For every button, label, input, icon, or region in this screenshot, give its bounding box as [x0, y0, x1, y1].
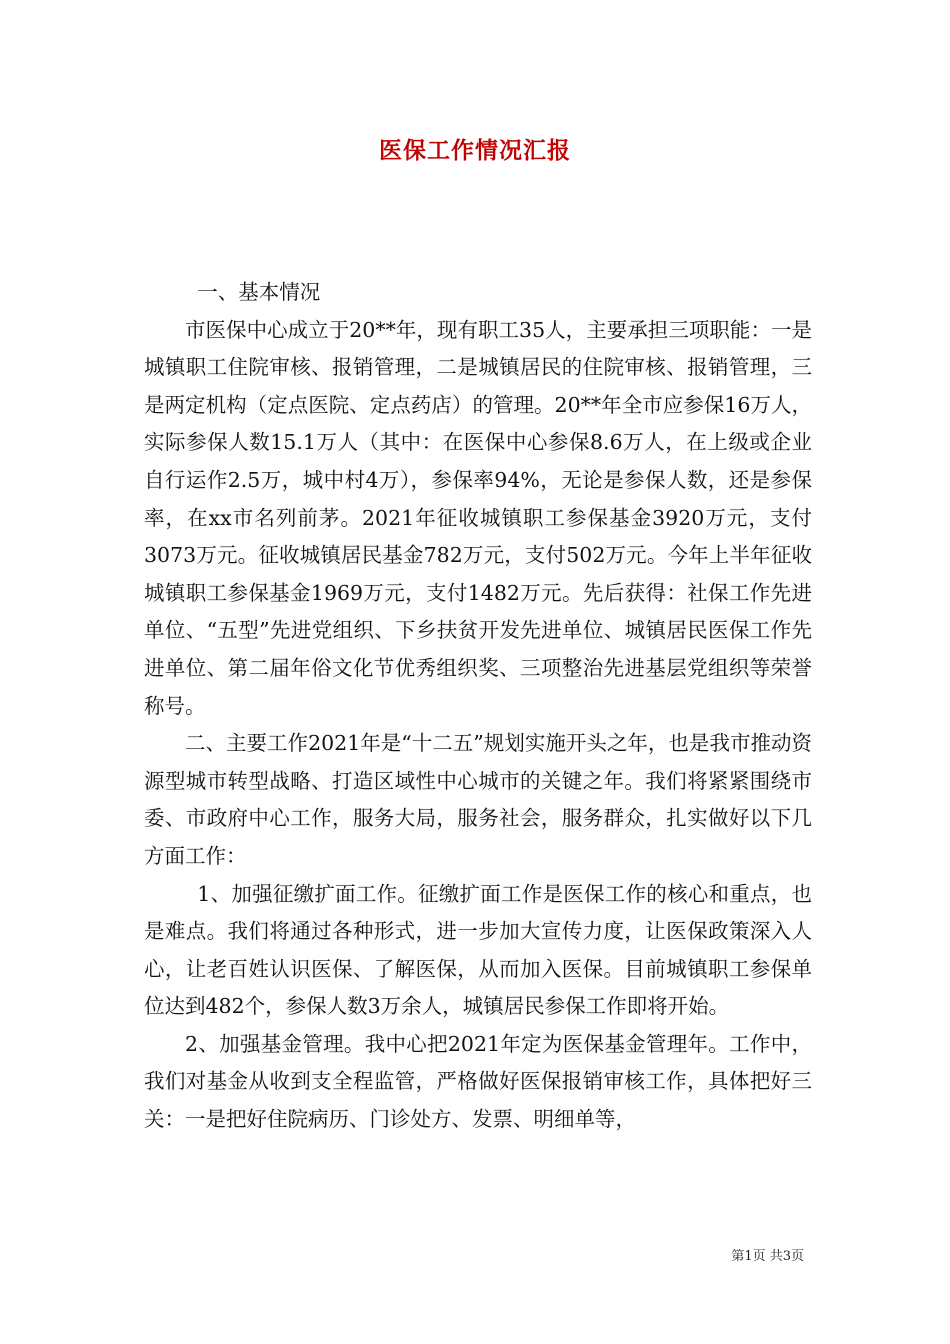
page-number: 第1页 共3页 [731, 1249, 804, 1264]
paragraph-item-2: 2、加强基金管理。我中心把2021年定为医保基金管理年。工作中，我们对基金从收到支全程监管，严格做好医保报销审核工作，具体把好三关：一是把好住院病历、门诊处方、发票、明细单等， [144, 1031, 812, 1132]
document-title: 医保工作情况汇报 [379, 137, 571, 164]
section-heading-basic: 一、基本情况 [197, 280, 321, 304]
document-body [144, 274, 812, 1139]
paragraph-item-1: 1、加强征缴扩面工作。征缴扩面工作是医保工作的核心和重点，也是难点。我们将通过各种形式，进一步加大宣传力度，让医保政策深入人心，让老百姓认识医保、了解医保，从而加入医保。目前城镇职工参保单位达到482个，参保人数3万余人，城镇居民参保工作即将开始。 [144, 881, 812, 1019]
paragraph-basic-info: 市医保中心成立于20**年，现有职工35人，主要承担三项职能：一是城镇职工住院审核、报销管理，二是城镇居民的住院审核、报销管理，三是两定机构（定点医院、定点药店）的管理。20**年全市应参保16万人，实际参保人数15.1万人（其中：在医保中心参保8.6万人，在上级或企业自行运作2.5万，城中村4万），参保率94%，无论是参保人数，还是参保率，在xx市名列前茅。2021年征收城镇职工参保基金3920万元，支付3073万元。征收城镇居民基金782万元，支付502万元。今年上半年征收城镇职工参保基金1969万元，支付1482万元。先后获得：社保工作先进单位、“五型”先进党组织、下乡扶贫开发先进单位、城镇居民医保工作先进单位、第二届年俗文化节优秀组织奖、三项整治先进基层党组织等荣誉称号。 [144, 317, 812, 718]
paragraph-main-work: 二、主要工作2021年是“十二五”规划实施开头之年，也是我市推动资源型城市转型战略、打造区域性中心城市的关键之年。我们将紧紧围绕市委、市政府中心工作，服务大局，服务社会，服务群众，扎实做好以下几方面工作： [144, 731, 812, 868]
